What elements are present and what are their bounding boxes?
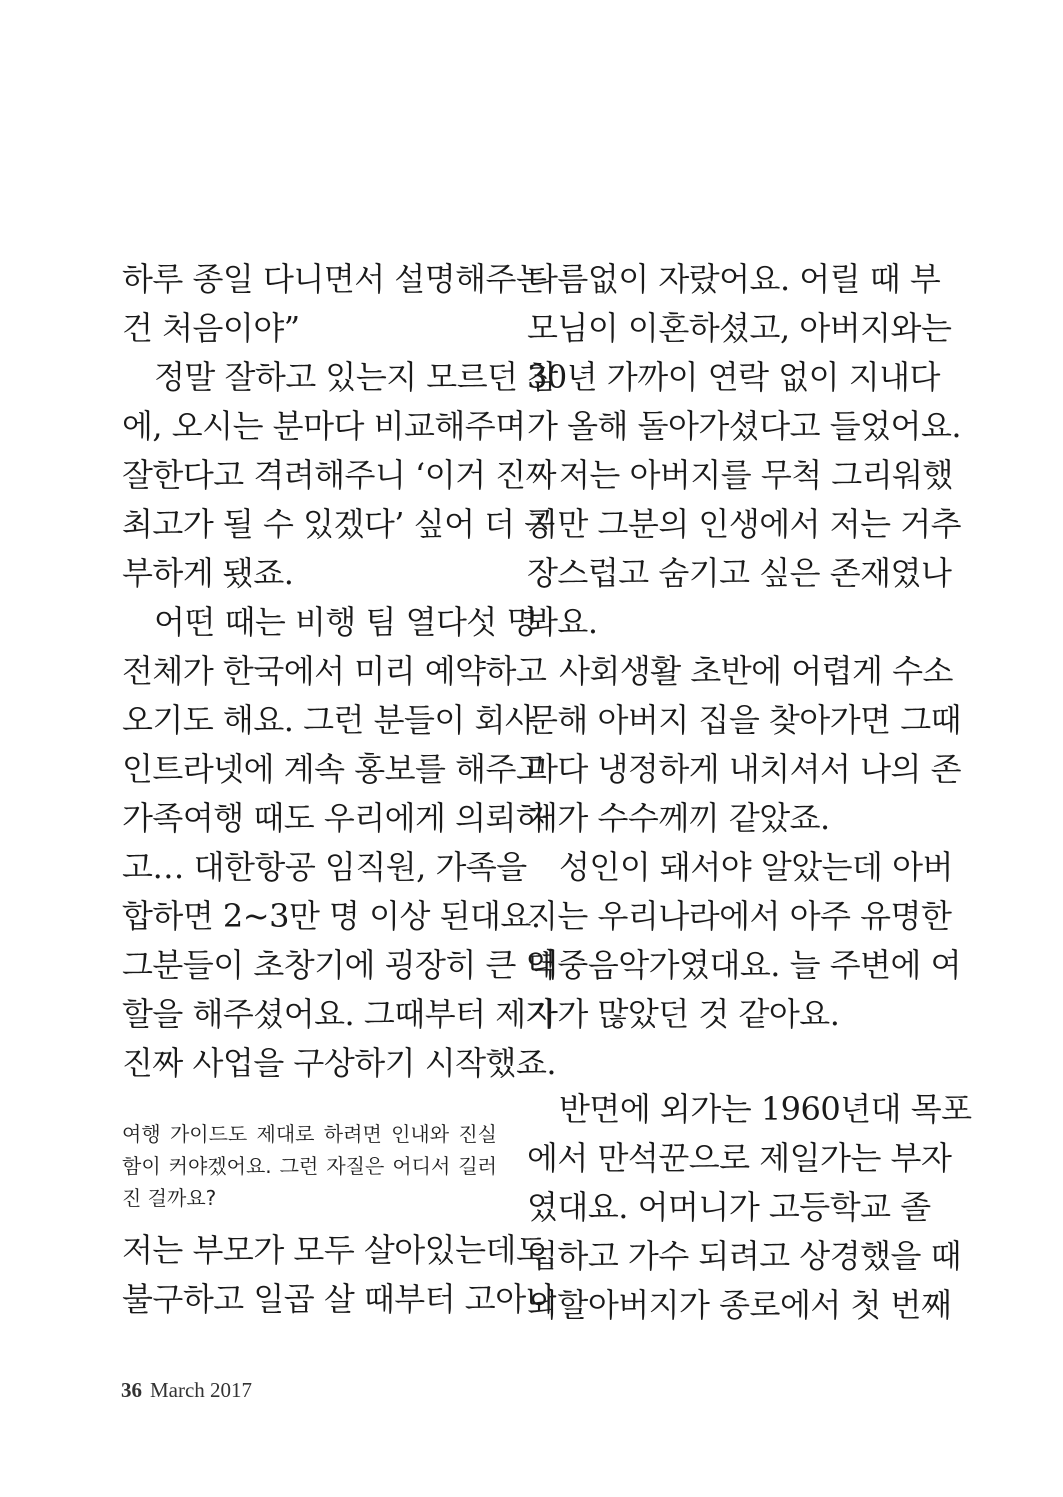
paragraph — [527, 451, 962, 647]
text-line: 에서 만석꾼으로 제일가는 부자 — [527, 1139, 952, 1177]
text-line: 외할아버지가 종로에서 첫 번째 — [527, 1286, 952, 1324]
text-line: 불구하고 일곱 살 때부터 고아나 — [122, 1280, 557, 1318]
text-line: 저는 아버지를 무척 그리워했 — [559, 456, 953, 494]
paragraph — [122, 598, 557, 1088]
text-line: 가 올해 돌아가셨다고 들었어요. — [527, 407, 962, 445]
question-line: 함이 커야겠어요. 그런 자질은 어디서 길러 — [122, 1154, 497, 1178]
text-line: 사회생활 초반에 어렵게 수소 — [559, 652, 953, 690]
text-line: 마다 냉정하게 내치셔서 나의 존 — [527, 750, 962, 788]
text-line: 고… 대한항공 임직원, 가족을 — [122, 848, 527, 886]
text-line: 전체가 한국에서 미리 예약하고 — [122, 652, 547, 690]
text-line: 정말 잘하고 있는지 모르던 참 — [154, 358, 558, 396]
text-line: 최고가 될 수 있겠다’ 싶어 더 공 — [122, 505, 555, 543]
text-line: 지는 우리나라에서 아주 유명한 — [527, 897, 952, 935]
page-footer — [121, 1378, 252, 1403]
paragraph — [527, 843, 962, 1039]
section-gap — [527, 1039, 902, 1085]
text-line: 성인이 돼서야 알았는데 아버 — [559, 848, 953, 886]
paragraph — [527, 255, 962, 451]
text-line: 진짜 사업을 구상하기 시작했죠. — [122, 1044, 557, 1082]
text-line: 그분들이 초창기에 굉장히 큰 역 — [122, 946, 557, 984]
page-number: 36 — [121, 1378, 142, 1402]
text-line: 저는 부모가 모두 살아있는데도 — [122, 1231, 547, 1269]
text-line: 합하면 2~3만 명 이상 된대요. — [122, 897, 541, 935]
text-line: 건 처음이야” — [122, 309, 300, 347]
text-line: 에, 오시는 분마다 비교해주며 — [122, 407, 526, 445]
text-line: 할을 해주셨어요. 그때부터 제가 — [122, 995, 557, 1033]
paragraph — [122, 1226, 557, 1324]
text-line: 어떤 때는 비행 팀 열다섯 명 — [154, 603, 537, 641]
interview-question — [122, 1118, 497, 1214]
text-line: 가족여행 때도 우리에게 의뢰하 — [122, 799, 547, 837]
text-line: 반면에 외가는 1960년대 목포 — [559, 1090, 972, 1128]
left-column — [122, 255, 558, 1324]
text-line: 문해 아버지 집을 찾아가면 그때 — [527, 701, 962, 739]
question-line: 여행 가이드도 제대로 하려면 인내와 진실 — [122, 1122, 497, 1146]
text-line: 장스럽고 숨기고 싶은 존재였나 — [527, 554, 952, 592]
text-line: 모님이 이혼하셨고, 아버지와는 — [527, 309, 952, 347]
question-line: 진 걸까요? — [122, 1186, 217, 1210]
text-line: 부하게 됐죠. — [122, 554, 294, 592]
right-column — [527, 255, 972, 1330]
issue-date: March 2017 — [150, 1378, 253, 1402]
text-line: 잘한다고 격려해주니 ‘이거 진짜 — [122, 456, 557, 494]
text-line: 지만 그분의 인생에서 저는 거추 — [527, 505, 962, 543]
text-line: 봐요. — [527, 603, 598, 641]
text-line: 대중음악가였대요. 늘 주변에 여 — [527, 946, 962, 984]
paragraph — [527, 1085, 972, 1330]
text-line: 였대요. 어머니가 고등학교 졸 — [527, 1188, 931, 1226]
text-line: 인트라넷에 계속 홍보를 해주고 — [122, 750, 547, 788]
paragraph — [122, 353, 558, 598]
paragraph — [527, 647, 962, 843]
text-line: 30년 가까이 연락 없이 지내다 — [527, 358, 940, 396]
text-line: 하루 종일 다니면서 설명해주는 — [122, 260, 547, 298]
text-line: 오기도 해요. 그런 분들이 회사 — [122, 701, 536, 739]
text-line: 다름없이 자랐어요. 어릴 때 부 — [527, 260, 941, 298]
text-line: 재가 수수께끼 같았죠. — [527, 799, 830, 837]
paragraph — [122, 255, 547, 353]
text-line: 업하고 가수 되려고 상경했을 때 — [527, 1237, 962, 1275]
text-line: 자가 많았던 것 같아요. — [527, 995, 840, 1033]
